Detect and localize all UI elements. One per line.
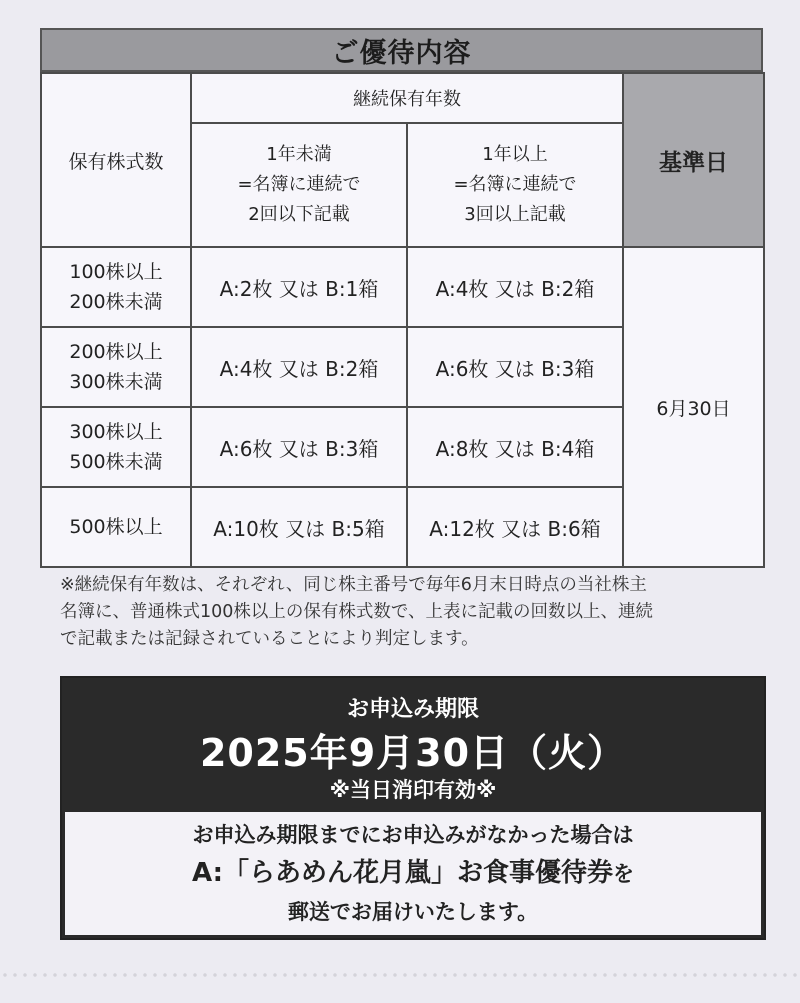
benefit-over-1-year: A:6枚 又は B:3箱 xyxy=(407,327,623,407)
range-line: 500株未満 xyxy=(69,451,163,473)
benefit-under-1-year: A:6枚 又は B:3箱 xyxy=(191,407,407,487)
deadline-date: 2025年9月30日（火） xyxy=(199,731,627,775)
benefit-under-1-year: A:10枚 又は B:5箱 xyxy=(191,487,407,567)
range-line: 100株以上 xyxy=(69,261,163,283)
over-1-year-header xyxy=(407,123,623,247)
header-line: 2回以下記載 xyxy=(248,204,350,225)
held-shares-header: 保有株式数 xyxy=(41,73,191,247)
deadline-label: お申込み期限 xyxy=(346,697,479,722)
range-line: 500株以上 xyxy=(69,516,163,538)
postmark-validity-note: ※当日消印有効※ xyxy=(329,778,497,802)
benefit-under-1-year: A:2枚 又は B:1箱 xyxy=(191,247,407,327)
range-line: 200株以上 xyxy=(69,341,163,363)
table-row xyxy=(41,247,764,327)
header-line: 3回以上記載 xyxy=(464,204,566,225)
benefit-under-1-year: A:4枚 又は B:2箱 xyxy=(191,327,407,407)
share-range xyxy=(41,487,191,567)
share-range xyxy=(41,407,191,487)
message-line: お申込み期限までにお申込みがなかった場合は xyxy=(192,823,634,847)
range-line: 300株未満 xyxy=(69,371,163,393)
message-line: 郵送でお届けいたします。 xyxy=(287,900,539,924)
note-line: で記載または記録されていることにより判定します。 xyxy=(60,629,479,649)
note-line: 名簿に、普通株式100株以上の保有株式数で、上表に記載の回数以上、連続 xyxy=(60,602,654,622)
header-line: 1年未満 xyxy=(266,144,332,165)
benefits-title: ご優待内容 xyxy=(40,28,763,72)
record-date: 6月30日 xyxy=(623,247,764,567)
holding-years-header: 継続保有年数 xyxy=(191,73,623,123)
message-particle: を xyxy=(613,862,634,886)
benefit-over-1-year: A:12枚 又は B:6箱 xyxy=(407,487,623,567)
message-line xyxy=(192,853,634,894)
range-line: 300株以上 xyxy=(69,421,163,443)
benefit-over-1-year: A:8枚 又は B:4箱 xyxy=(407,407,623,487)
share-range xyxy=(41,247,191,327)
header-line: =名簿に連続で xyxy=(237,174,361,195)
range-line: 200株未満 xyxy=(69,291,163,313)
default-voucher-name: A:「らあめん花月嵐」お食事優待券 xyxy=(191,858,613,888)
deadline-box xyxy=(60,676,766,940)
header-line: =名簿に連続で xyxy=(453,174,577,195)
perforation-line xyxy=(0,972,800,978)
header-line: 1年以上 xyxy=(482,144,548,165)
default-benefit-message xyxy=(65,812,761,935)
share-range xyxy=(41,327,191,407)
record-date-header: 基準日 xyxy=(623,73,764,247)
under-1-year-header xyxy=(191,123,407,247)
holding-years-note xyxy=(60,572,780,653)
benefit-over-1-year: A:4枚 又は B:2箱 xyxy=(407,247,623,327)
benefits-table xyxy=(40,72,765,568)
note-line: ※継続保有年数は、それぞれ、同じ株主番号で毎年6月末日時点の当社株主 xyxy=(60,575,647,595)
